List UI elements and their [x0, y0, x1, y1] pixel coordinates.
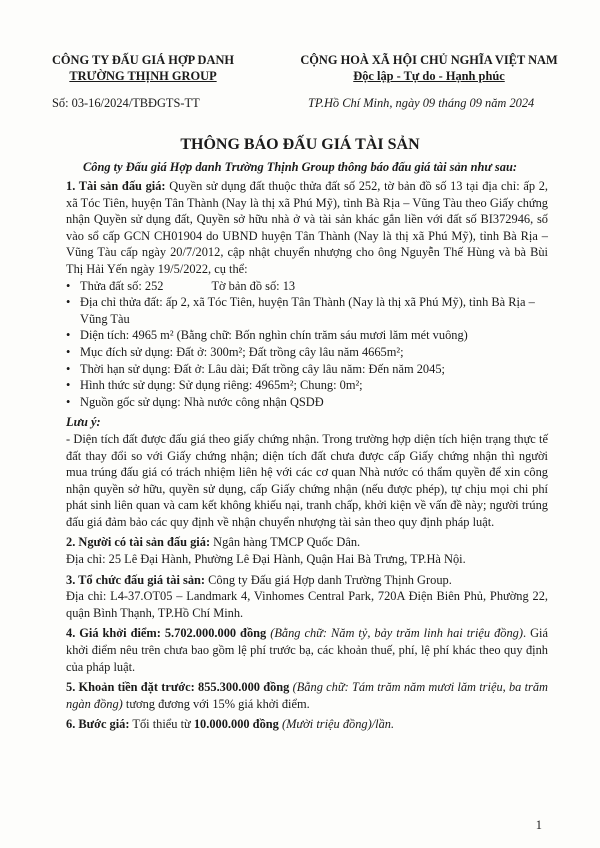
deposit-amount: 855.300.000 đồng	[194, 680, 290, 695]
starting-price-words: (Bằng chữ: Năm tỷ, bảy trăm linh hai triệu đồng)	[266, 626, 524, 641]
section-organizer-address: Địa chỉ: L4-37.OT05 – Landmark 4, Vinhomes Central Park, 720A Điện Biên Phủ, Phường 22, quận Bình Thạnh, TP.Hồ Chí Minh.	[66, 589, 548, 620]
bullet-purpose: • Mục đích sử dụng: Đất ở: 300m²; Đất trồng cây lâu năm 4665m²;	[66, 344, 404, 359]
section-organizer	[66, 572, 548, 589]
section-starting-price	[66, 625, 548, 675]
section-owner-address: Địa chỉ: 25 Lê Đại Hành, Phường Lê Đại Hành, Quận Hai Bà Trưng, TP.Hà Nội.	[66, 552, 466, 567]
company-header	[38, 52, 248, 84]
starting-price-label: 4. Giá khởi điểm:	[66, 626, 161, 641]
deposit-words: (Bằng chữ: Tám trăm năm mươi lăm triệu, ba trăm ngàn đồng)	[66, 680, 549, 711]
page-number: 1	[535, 818, 542, 832]
bid-step-amount: 10.000.000 đồng	[193, 717, 279, 732]
bullet-term: • Thời hạn sử dụng: Đất ở: Lâu dài; Đất trồng cây lâu năm: Đến năm 2045;	[66, 361, 445, 376]
bullet-usage-form: • Hình thức sử dụng: Sử dụng riêng: 4965m²; Chung: 0m²;	[66, 378, 363, 393]
section-asset	[66, 178, 548, 278]
bullet-area-text: Diện tích: 4965 m² (Bằng chữ: Bốn nghìn chín trăm sáu mươi lăm mét vuông)	[80, 328, 468, 343]
bullet-map-sheet: Tờ bản đồ số: 13	[211, 278, 296, 293]
section-organizer-label: 3. Tổ chức đấu giá tài sản:	[66, 572, 206, 587]
bullet-address: • Địa chỉ thửa đất: ấp 2, xã Tóc Tiên, huyện Tân Thành (Nay là thị xã Phú Mỹ), tỉnh Bà Rịa – Vũng Tàu	[66, 295, 535, 326]
bullet-usage-form-text: Hình thức sử dụng: Sử dụng riêng: 4965m²; Chung: 0m²;	[80, 378, 363, 393]
nation-title: CỘNG HOÀ XÃ HỘI CHỦ NGHĨA VIỆT NAM	[300, 53, 558, 67]
section-owner	[66, 534, 548, 551]
bid-step-label: 6. Bước giá:	[66, 717, 130, 732]
bid-step-words: (Mười triệu đồng)/lần.	[278, 717, 395, 732]
note-text: - Diện tích đất được đấu giá theo giấy chứng nhận. Trong trường hợp diện tích hiện trạng thực tế đất thay đổi so với Giấy chứng nhận; diện tích đất chưa được cấp Giấy chứng nhận thì người mua trúng đấu giá có trách nhiệm liên hệ với các cơ quan Nhà nước có thẩm quyền để xin công nhận quyền sở hữu, quyền sử dụng, cấp Giấy chứng nhận (nếu được phép), tự chịu mọi chi phí phát sinh liên quan và cam kết không khiếu nại, tranh chấp, khởi kiện về vấn đề này; người trúng đấu giá đảm bảo các quy định về nhận chuyển nhượng tài sản theo quy định pháp luật.	[66, 431, 548, 529]
bid-step-pre: Tối thiểu từ	[129, 717, 194, 732]
starting-price-amount: 5.702.000.000 đồng	[160, 626, 267, 641]
section-owner-text: Ngân hàng TMCP Quốc Dân.	[210, 535, 361, 550]
section-owner-label: 2. Người có tài sản đấu giá:	[66, 535, 211, 550]
document-date: TP.Hồ Chí Minh, ngày 09 tháng 09 năm 2024	[308, 96, 535, 110]
bullet-term-text: Thời hạn sử dụng: Đất ở: Lâu dài; Đất trồng cây lâu năm: Đến năm 2045;	[80, 361, 445, 376]
bullet-origin: • Nguồn gốc sử dụng: Nhà nước công nhận QSDĐ	[66, 394, 324, 409]
bullet-area: • Diện tích: 4965 m² (Bằng chữ: Bốn nghìn chín trăm sáu mươi lăm mét vuông)	[66, 328, 468, 343]
starting-price-note: . Giá khởi điểm nêu trên chưa bao gồm lệ phí trước bạ, các khoản thuế, phí, lệ phí khác theo quy định của pháp luật.	[66, 626, 548, 674]
bullet-parcel: • Thửa đất số: 252 Tờ bản đồ số: 13	[66, 278, 296, 293]
bullet-purpose-text: Mục đích sử dụng: Đất ở: 300m²; Đất trồng cây lâu năm 4665m²;	[80, 344, 404, 359]
national-header	[268, 52, 590, 84]
company-name-line2: TRƯỜNG THỊNH GROUP	[69, 69, 217, 83]
section-organizer-text: Công ty Đấu giá Hợp danh Trường Thịnh Group.	[205, 572, 452, 587]
nation-motto: Độc lập - Tự do - Hạnh phúc	[353, 69, 505, 83]
section-asset-label: 1. Tài sản đấu giá:	[66, 179, 166, 193]
bullet-parcel-number: Thửa đất số: 252	[80, 278, 164, 293]
note-label: Lưu ý:	[66, 415, 101, 430]
section-deposit	[66, 679, 548, 712]
document-number: Số: 03-16/2024/TBĐGTS-TT	[52, 96, 200, 110]
deposit-note: tương đương với 15% giá khởi điểm.	[122, 696, 310, 711]
section-asset-text: Quyền sử dụng đất thuộc thửa đất số 252, tờ bản đồ số 13 tại địa chỉ: ấp 2, xã Tóc Tiên, huyện Tân Thành (Nay là thị xã Phú Mỹ), tỉnh Bà Rịa – Vũng Tàu theo Giấy chứng nhận Quyền sử dụng đất, Quyền sở hữu nhà ở và tài sản khác gắn liền với đất số BI372946, số vào sổ cấp GCN CH01904 do UBND huyện Tân Thành (Nay là thị xã Phú Mỹ), tỉnh Bà Rịa – Vũng Tàu cấp ngày 20/7/2012, cập nhật chuyển nhượng cho ông Nguyễn Thế Hùng và bà Bùi Thị Hải Yến ngày 19/5/2022, cụ thể:	[66, 179, 548, 276]
section-bid-step	[66, 716, 548, 733]
bullet-address-text: Địa chỉ thửa đất: ấp 2, xã Tóc Tiên, huyện Tân Thành (Nay là thị xã Phú Mỹ), tỉnh Bà Rịa – Vũng Tàu	[80, 295, 535, 326]
document-body	[66, 178, 548, 733]
document-subtitle: Công ty Đấu giá Hợp danh Trường Thịnh Group thông báo đấu giá tài sản như sau:	[83, 160, 517, 174]
deposit-label: 5. Khoản tiền đặt trước:	[66, 680, 195, 695]
document-title: THÔNG BÁO ĐẤU GIÁ TÀI SẢN	[180, 136, 420, 153]
company-name-line1: CÔNG TY ĐẤU GIÁ HỢP DANH	[51, 53, 235, 67]
bullet-origin-text: Nguồn gốc sử dụng: Nhà nước công nhận QSDĐ	[80, 394, 324, 409]
